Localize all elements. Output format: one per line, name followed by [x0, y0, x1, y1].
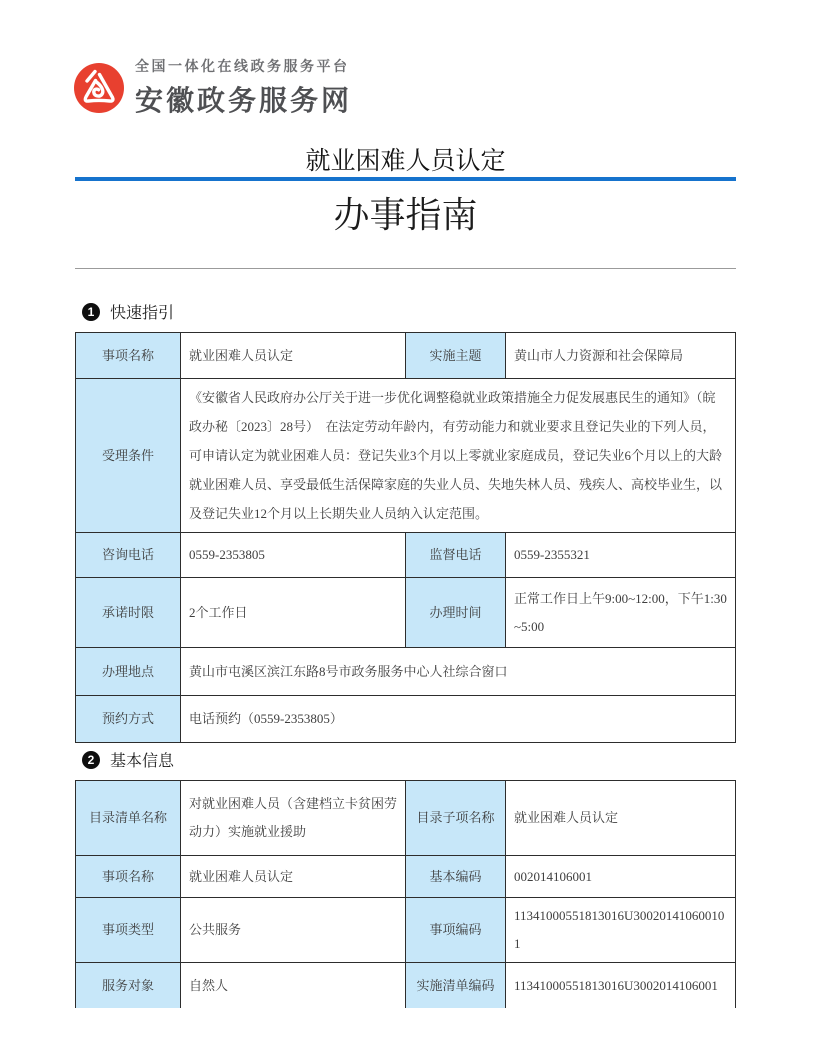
implementation-list-code-value: 11341000551813016U3002014106001: [506, 963, 736, 1009]
catalog-list-name-label: 目录清单名称: [76, 781, 181, 856]
quick-guide-table: [75, 332, 736, 743]
item-name-value: 就业困难人员认定: [181, 333, 406, 379]
table-row: [76, 898, 736, 963]
table-row: [76, 533, 736, 578]
table-row: [76, 696, 736, 743]
handling-time-label: 办理时间: [406, 578, 506, 648]
implementation-list-code-label: 实施清单编码: [406, 963, 506, 1009]
supervise-phone-label: 监督电话: [406, 533, 506, 578]
basic-info-table: [75, 780, 736, 1008]
platform-name-text: 全国一体化在线政务服务平台: [135, 58, 350, 74]
table-row: [76, 333, 736, 379]
section-title-quick-guide: 快速指引: [110, 305, 175, 322]
item-name-value: 就业困难人员认定: [181, 856, 406, 898]
section-number-1-icon: 1: [82, 303, 100, 321]
table-row: [76, 781, 736, 856]
reservation-method-label: 预约方式: [76, 696, 181, 743]
table-row: [76, 578, 736, 648]
handling-location-label: 办理地点: [76, 648, 181, 696]
basic-code-label: 基本编码: [406, 856, 506, 898]
table-row: [76, 856, 736, 898]
item-name-label: 事项名称: [76, 333, 181, 379]
thin-divider: [75, 268, 736, 269]
site-logo-text: [135, 56, 352, 119]
table-row: [76, 648, 736, 696]
service-object-value: 自然人: [181, 963, 406, 1009]
handling-location-value: 黄山市屯溪区滨江东路8号市政务服务中心人社综合窗口: [181, 648, 736, 696]
implementing-subject-label: 实施主题: [406, 333, 506, 379]
item-type-label: 事项类型: [76, 898, 181, 963]
page-subtitle: 办事指南: [333, 195, 478, 235]
service-object-label: 服务对象: [76, 963, 181, 1009]
acceptance-conditions-value: 《安徽省人民政府办公厅关于进一步优化调整稳就业政策措施全力促发展惠民生的通知》（皖政办秘〔2023〕28号） 在法定劳动年龄内，有劳动能力和就业要求且登记失业的下列人员，可申请认定为就业困难人员：登记失业3个月以上零就业家庭成员，登记失业6个月以上的大龄就业困难人员、享受最低生活保障家庭的失业人员、失地失林人员、残疾人、高校毕业生，以及登记失业12个月以上长期失业人员纳入认定范围。: [181, 379, 736, 533]
catalog-subitem-name-value: 就业困难人员认定: [506, 781, 736, 856]
catalog-list-name-value: 对就业困难人员（含建档立卡贫困劳动力）实施就业援助: [181, 781, 406, 856]
catalog-subitem-name-label: 目录子项名称: [406, 781, 506, 856]
handling-time-value: 正常工作日上午9:00~12:00，下午1:30~5:00: [506, 578, 736, 648]
item-name-label: 事项名称: [76, 856, 181, 898]
blue-divider: [75, 177, 736, 181]
consult-phone-label: 咨询电话: [76, 533, 181, 578]
supervise-phone-value: 0559-2355321: [506, 533, 736, 578]
promise-time-limit-value: 2个工作日: [181, 578, 406, 648]
item-type-value: 公共服务: [181, 898, 406, 963]
anhui-gov-logo-icon: [74, 63, 124, 113]
site-name-text: 安徽政务服务网: [135, 85, 353, 116]
table-row: [76, 379, 736, 533]
site-logo: [74, 56, 352, 119]
section-header-basic-info: [82, 748, 174, 771]
section-header-quick-guide: [82, 300, 174, 323]
item-code-value: 11341000551813016U300201410600101: [506, 898, 736, 963]
item-code-label: 事项编码: [406, 898, 506, 963]
page-title: 就业困难人员认定: [305, 148, 506, 175]
section-title-basic-info: 基本信息: [110, 753, 175, 770]
basic-code-value: 002014106001: [506, 856, 736, 898]
implementing-subject-value: 黄山市人力资源和社会保障局: [506, 333, 736, 379]
reservation-method-value: 电话预约（0559-2353805）: [181, 696, 736, 743]
acceptance-conditions-label: 受理条件: [76, 379, 181, 533]
consult-phone-value: 0559-2353805: [181, 533, 406, 578]
table-row: [76, 963, 736, 1009]
promise-time-limit-label: 承诺时限: [76, 578, 181, 648]
section-number-2-icon: 2: [82, 751, 100, 769]
